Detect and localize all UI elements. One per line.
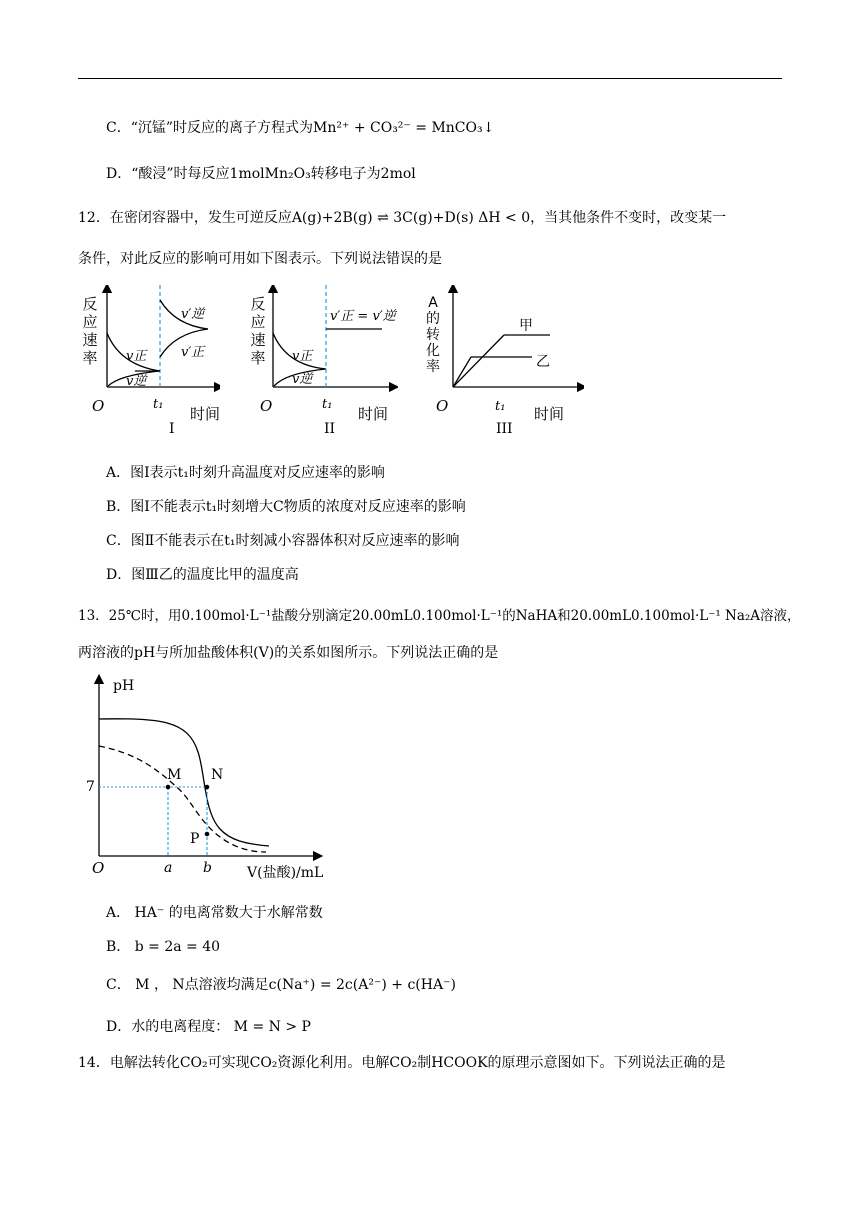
q13-option-c: C． M ， N点溶液均满足c(Na⁺) = 2c(A²⁻) + c(HA⁻) <box>106 977 456 993</box>
figure-1-v-reverse-label: v逆 <box>126 374 147 389</box>
figure-2-name: II <box>324 421 336 437</box>
figure-3-t1: t₁ <box>495 399 506 414</box>
na2A-dashed-curve <box>99 746 266 852</box>
q12-option-d: D．图Ⅲ乙的温度比甲的温度高 <box>106 567 299 583</box>
q12-option-a: A．图Ⅰ表示t₁时刻升高温度对反应速率的影响 <box>106 465 385 481</box>
graph-y-tick-7: 7 <box>86 779 95 795</box>
figure-2-v-reverse-label: v逆 <box>292 372 313 387</box>
nahA-solid-curve <box>99 719 269 846</box>
q13-option-d: D．水的电离程度： M = N > P <box>106 1019 311 1035</box>
graph-ylabel: pH <box>113 678 135 694</box>
point-m-label: M <box>167 767 182 783</box>
q12-stem-line2: 条件，对此反应的影响可用如下图表示。下列说法错误的是 <box>78 251 442 267</box>
titration-graph <box>80 672 340 882</box>
q13-stem-line1: 13．25℃时，用0.100mol·L⁻¹盐酸分别滴定20.00mL0.100mol·L⁻¹的NaHA和20.00mL0.100mol·L⁻¹ Na₂A溶液， <box>78 608 801 624</box>
point-p-marker <box>205 832 210 837</box>
point-m-marker <box>166 785 171 790</box>
figure-3-name: III <box>496 421 513 437</box>
figure-1-v-reverse-prime-label: v′逆 <box>181 307 205 322</box>
point-n-marker <box>205 785 210 790</box>
figure-3-ylabel: A 的 转 化 率 <box>426 295 440 375</box>
graph-x-tick-a: a <box>164 860 173 876</box>
figure-1-xlabel: 时间 <box>190 405 221 423</box>
point-n-label: N <box>211 767 224 783</box>
q11-option-c: C．“沉锰”时反应的离子方程式为Mn²⁺ + CO₃²⁻ = MnCO₃↓ <box>106 120 495 136</box>
point-p-label: P <box>190 831 200 847</box>
header-rule <box>78 78 782 79</box>
figure-2 <box>248 285 398 440</box>
q12-option-c: C．图Ⅱ不能表示在t₁时刻减小容器体积对反应速率的影响 <box>106 533 460 549</box>
q13-option-b: B． b = 2a = 40 <box>106 939 221 955</box>
figure-2-v-forward-label: v正 <box>292 349 313 364</box>
figure-2-equal-label: v′正 = v′逆 <box>330 309 396 324</box>
figure-2-xlabel: 时间 <box>358 405 389 423</box>
figure-1-name: I <box>169 421 175 437</box>
titration-graph-plot <box>80 672 340 882</box>
figure-1-ylabel: 反 应 速 率 <box>82 295 98 367</box>
q14-stem-line1: 14．电解法转化CO₂可实现CO₂资源化利用。电解CO₂制HCOOK的原理示意图如下。下列说法正确的是 <box>78 1055 726 1071</box>
figure-1-v-forward-label: v正 <box>126 349 147 364</box>
q13-stem-line2: 两溶液的pH与所加盐酸体积(V)的关系如图所示。下列说法正确的是 <box>78 645 499 661</box>
q11-option-d: D．“酸浸”时每反应1molMn₂O₃转移电子为2mol <box>106 166 416 182</box>
figure-3-origin: O <box>436 397 449 415</box>
q13-option-a: A． HA⁻ 的电离常数大于水解常数 <box>106 905 323 921</box>
graph-origin: O <box>92 859 105 877</box>
figure-1-origin: O <box>92 397 105 415</box>
q12-stem-line1: 12．在密闭容器中，发生可逆反应A(g)+2B(g) ⇌ 3C(g)+D(s) ΔH < 0，当其他条件不变时，改变某一 <box>78 210 727 226</box>
figure-2-t1: t₁ <box>322 397 333 412</box>
figure-3-series-a-label: 甲 <box>519 318 533 334</box>
figure-3-series-b-label: 乙 <box>536 354 550 370</box>
figure-3 <box>424 285 584 440</box>
figure-2-ylabel: 反 应 速 率 <box>250 295 266 367</box>
graph-x-tick-b: b <box>203 860 212 876</box>
graph-xlabel: V(盐酸)/mL <box>247 865 324 881</box>
figure-1-t1: t₁ <box>153 397 164 412</box>
figure-2-origin: O <box>260 397 273 415</box>
figure-3-xlabel: 时间 <box>534 405 565 423</box>
figure-1-v-forward-prime-label: v′正 <box>181 345 205 360</box>
figure-3-series-a-rise <box>453 335 504 387</box>
figure-1 <box>80 285 220 440</box>
q12-option-b: B．图Ⅰ不能表示t₁时刻增大C物质的浓度对反应速率的影响 <box>106 499 466 515</box>
